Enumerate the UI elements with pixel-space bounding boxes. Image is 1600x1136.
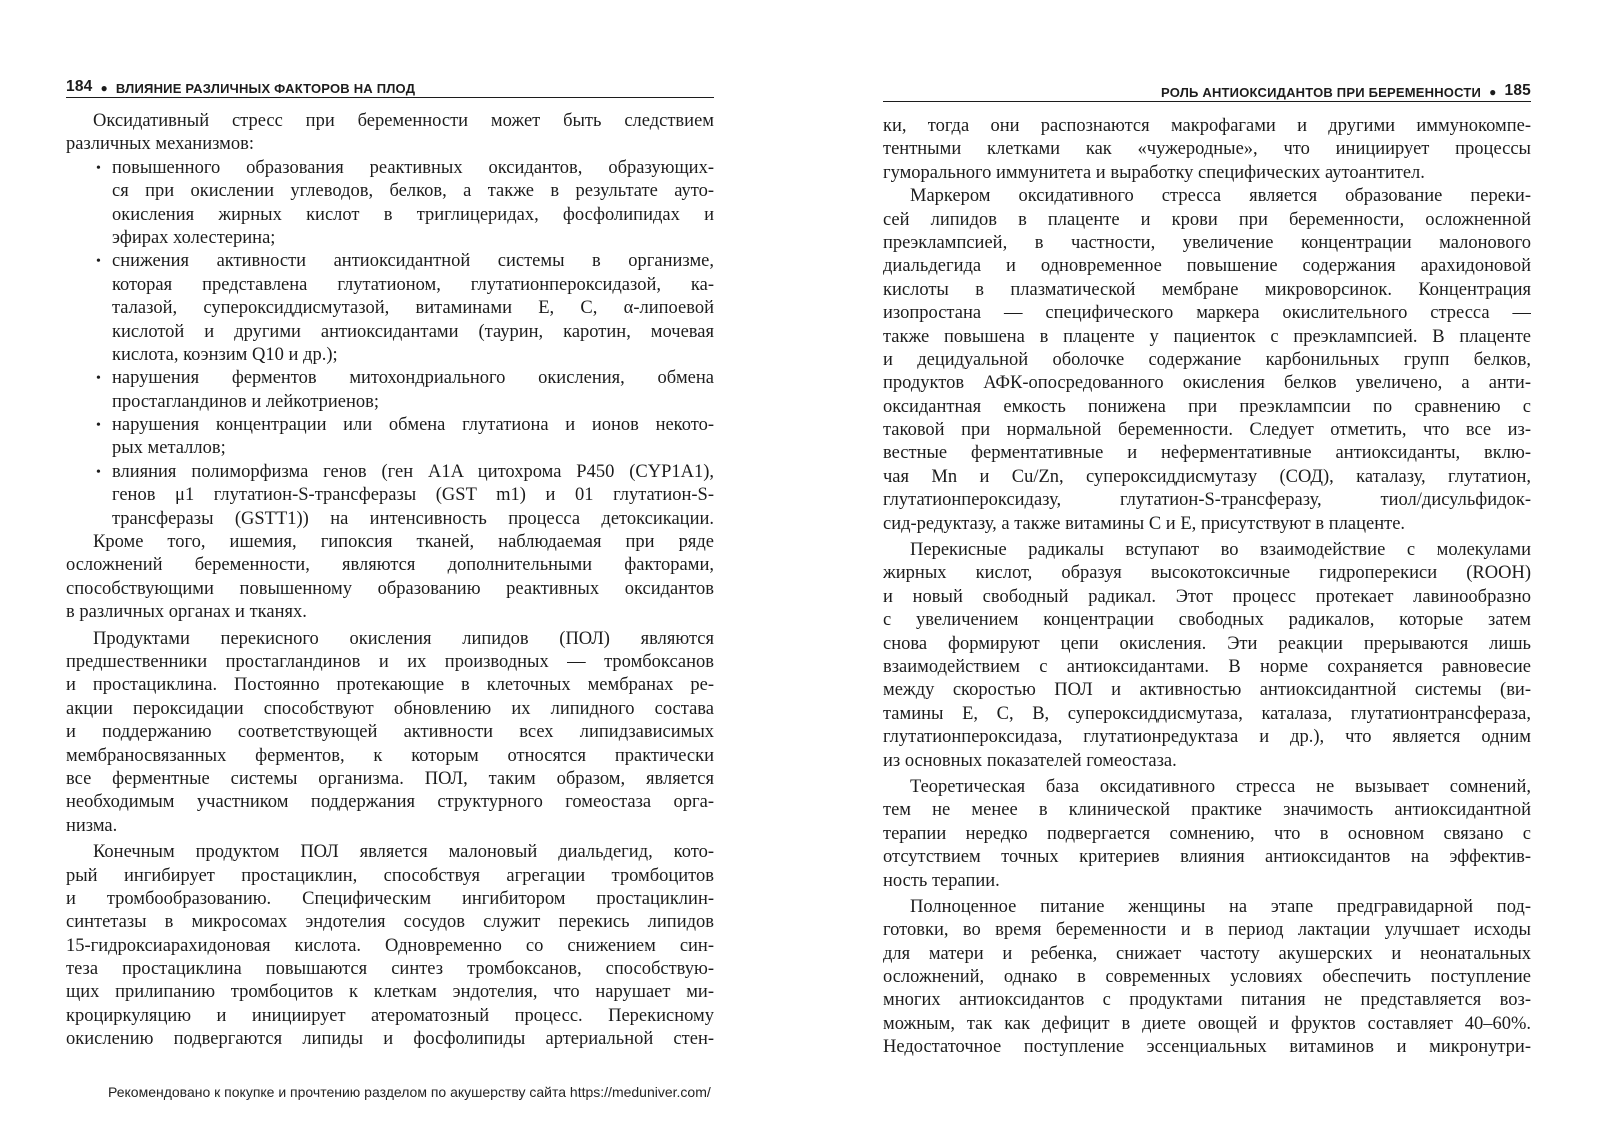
line-text: трансферазы (GSTT1)) на интенсивность процесса детоксикации. — [112, 508, 714, 529]
text-line — [883, 823, 1531, 846]
line-text: снова формируют цепи окисления. Эти реакции прерываются лишь — [883, 633, 1531, 654]
line-text: также повышена в плаценте у пациенток с преэклампсией. В плаценте — [883, 326, 1531, 347]
line-text: окисления жирных кислот в триглицеридах, фосфолипидах и — [112, 204, 714, 225]
line-text: между скоростью ПОЛ и активностью антиоксидантной системы (ви- — [883, 680, 1531, 701]
line-text: Перекисные радикалы вступают во взаимодействие с молекулами — [910, 540, 1531, 561]
line-text: диальдегида и одновременное повышение содержания арахидоновой — [883, 256, 1531, 277]
line-text: в различных органах и тканях. — [66, 602, 307, 623]
line-text: и новый свободный радикал. Этот процесс протекает лавинообразно — [883, 586, 1531, 607]
text-line — [883, 679, 1531, 702]
right-page-body — [883, 115, 1531, 1060]
line-text: изопростана — специфического маркера окислительного стресса — — [883, 303, 1531, 324]
text-line — [66, 391, 714, 414]
list-bullet: • — [96, 254, 101, 270]
line-text: снижения активности антиоксидантной системы в организме, — [112, 251, 714, 272]
text-line — [66, 554, 714, 577]
line-text: окислению подвергаются липиды и фосфолипиды артериальной стен- — [66, 1029, 714, 1050]
text-line — [66, 367, 714, 390]
line-text: вестные ферментативные и неферментативные антиоксиданты, вклю- — [883, 443, 1531, 464]
line-text: нарушения концентрации или обмена глутатиона и ионов некото- — [112, 415, 714, 436]
text-line — [66, 628, 714, 651]
left-header-rule — [66, 97, 714, 98]
line-text: готовки, во время беременности и в период лактации улучшает исходы — [883, 920, 1531, 941]
line-text: кроциркуляцию и инициирует атероматозный процесс. Перекисному — [66, 1005, 714, 1026]
line-text: таковой при нормальной беременности. Следует отметить, что все из- — [883, 420, 1531, 441]
line-text: генов μ1 глутатион-S-трансферазы (GST m1) и 01 глутатион-S- — [112, 485, 714, 506]
line-text: мембраносвязанных ферментов, к которым относятся практически — [66, 745, 714, 766]
line-text: простагландинов и лейкотриенов; — [112, 391, 380, 412]
text-line — [883, 943, 1531, 966]
line-text: продуктов АФК-опосредованного окисления белков увеличено, а анти- — [883, 373, 1531, 394]
line-text: необходимым участником поддержания структурного гомеостаза орга- — [66, 792, 714, 813]
text-line — [883, 279, 1531, 302]
text-line — [66, 1005, 714, 1028]
text-line — [66, 888, 714, 911]
line-text: многих антиоксидантов с продуктами питания не представляется воз- — [883, 990, 1531, 1011]
line-text: жирных кислот, образуя высокотоксичные гидроперекиси (ROOH) — [883, 563, 1531, 584]
text-line — [66, 227, 714, 250]
text-line — [883, 513, 1531, 536]
text-line — [883, 255, 1531, 278]
text-line — [66, 791, 714, 814]
line-text: Оксидативный стресс при беременности может быть следствием — [93, 111, 714, 131]
text-line — [883, 419, 1531, 442]
line-text: повышенного образования реактивных оксидантов, образующих- — [112, 157, 714, 178]
line-text: оксидантная емкость понижена при преэклампсии по сравнению с — [883, 396, 1531, 417]
text-line — [883, 870, 1531, 893]
line-text: талазой, супероксиддисмутазой, витаминами Е, С, α-липоевой — [112, 298, 714, 319]
text-line — [883, 633, 1531, 656]
line-text: тем не менее в клинической практике значимость антиоксидантной — [883, 800, 1531, 821]
line-text: синтетазы в микросомах эндотелия сосудов служит перекись липидов — [66, 912, 714, 933]
text-line — [66, 651, 714, 674]
text-line — [66, 274, 714, 297]
text-line — [66, 344, 714, 367]
text-line — [66, 958, 714, 981]
line-text: влияния полиморфизма генов (ген A1A цитохрома P450 (CYP1A1), — [112, 461, 714, 482]
line-text: акции пероксидации способствуют обновлению их липидного состава — [66, 698, 714, 719]
text-line — [883, 919, 1531, 942]
text-line — [883, 539, 1531, 562]
line-text: рых металлов; — [112, 438, 226, 459]
right-page-number: 185 — [1504, 82, 1531, 99]
text-line — [883, 776, 1531, 799]
line-text: предшественники простагландинов и их производных — тромбоксанов — [66, 651, 714, 672]
text-line — [883, 609, 1531, 632]
line-text: щих прилипанию тромбоцитов к клеткам эндотелия, что нарушает ми- — [66, 982, 714, 1003]
text-line — [883, 562, 1531, 585]
text-line — [883, 1013, 1531, 1036]
line-text: кислоты в плазматической мембране микроворсинок. Концентрация — [883, 279, 1531, 300]
text-line — [883, 138, 1531, 161]
line-text: низма. — [66, 815, 118, 836]
text-line — [66, 911, 714, 934]
text-line — [66, 698, 714, 721]
text-line — [66, 157, 714, 180]
left-page-body — [66, 110, 714, 1052]
line-text: ки, тогда они распознаются макрофагами и другими иммунокомпе- — [883, 116, 1531, 136]
text-line — [66, 180, 714, 203]
text-line — [66, 461, 714, 484]
text-line — [66, 721, 714, 744]
line-text: Кроме того, ишемия, гипоксия тканей, наблюдаемая при ряде — [93, 532, 714, 553]
left-running-title: ВЛИЯНИЕ РАЗЛИЧНЫХ ФАКТОРОВ НА ПЛОД — [115, 81, 416, 96]
line-text: Конечным продуктом ПОЛ является малоновый диальдегид, кото- — [93, 842, 714, 863]
text-line — [883, 750, 1531, 773]
text-line — [883, 1036, 1531, 1059]
text-line — [66, 745, 714, 768]
text-line — [66, 674, 714, 697]
text-line — [66, 508, 714, 531]
line-text: 15-гидроксиарахидоновая кислота. Одновременно со снижением син- — [66, 935, 714, 956]
text-line — [883, 989, 1531, 1012]
text-line — [66, 437, 714, 460]
line-text: Полноценное питание женщины на этапе предгравидарной под- — [910, 896, 1531, 917]
list-bullet: • — [96, 371, 101, 387]
text-line — [883, 302, 1531, 325]
line-text: и децидуальной оболочке содержание карбонильных групп белков, — [883, 349, 1531, 370]
text-line — [883, 372, 1531, 395]
line-text: из основных показателей гомеостаза. — [883, 750, 1177, 771]
line-text: осложнений беременности, являются дополнительными факторами, — [66, 555, 714, 576]
text-line — [883, 586, 1531, 609]
text-line — [883, 232, 1531, 255]
text-line — [883, 726, 1531, 749]
line-text: кислота, коэнзим Q10 и др.); — [112, 344, 338, 365]
text-line — [66, 321, 714, 344]
text-line — [66, 841, 714, 864]
line-text: и простациклина. Постоянно протекающие в клеточных мембранах ре- — [66, 675, 714, 696]
line-text: Маркером оксидативного стресса является образование переки- — [910, 186, 1531, 207]
list-bullet: • — [96, 418, 101, 434]
line-text: с увеличением концентрации свободных радикалов, которые затем — [883, 610, 1531, 631]
header-bullet: ● — [1489, 85, 1497, 99]
text-line — [66, 250, 714, 273]
footer-note: Рекомендовано к покупке и прочтению разделом по акушерству сайта https://meduniver.com/ — [108, 1084, 711, 1100]
right-header-rule — [883, 101, 1531, 102]
right-running-title: РОЛЬ АНТИОКСИДАНТОВ ПРИ БЕРЕМЕННОСТИ — [1161, 85, 1482, 100]
text-line — [66, 110, 714, 133]
line-text: можным, так как дефицит в диете овощей и фруктов составляет 40–60%. — [883, 1013, 1531, 1034]
line-text: глутатионпероксидаза, глутатионредуктаза и др.), что является одним — [883, 727, 1531, 748]
text-line — [883, 966, 1531, 989]
text-line — [883, 115, 1531, 138]
line-text: различных механизмов: — [66, 134, 254, 155]
right-running-header — [883, 78, 1531, 100]
line-text: чая Mn и Cu/Zn, супероксиддисмутазу (СОД), каталазу, глутатион, — [883, 466, 1531, 487]
line-text: тамины Е, С, В, супероксиддисмутаза, каталаза, глутатионтрансфераза, — [883, 703, 1531, 724]
left-page-number: 184 — [66, 78, 93, 95]
text-line — [883, 703, 1531, 726]
text-line — [66, 1028, 714, 1051]
line-text: для матери и ребенка, снижает частоту акушерских и неонатальных — [883, 943, 1531, 964]
text-line — [66, 414, 714, 437]
left-running-header — [66, 74, 714, 96]
text-line — [883, 466, 1531, 489]
line-text: и тромбообразованию. Специфическим ингибитором простациклин- — [66, 888, 714, 909]
line-text: эфирах холестерина; — [112, 227, 276, 248]
text-line — [883, 162, 1531, 185]
text-line — [883, 185, 1531, 208]
text-line — [66, 601, 714, 624]
line-text: Недостаточное поступление эссенциальных витаминов и микронутри- — [883, 1037, 1531, 1058]
text-line — [66, 815, 714, 838]
text-line — [66, 768, 714, 791]
line-text: Теоретическая база оксидативного стресса не вызывает сомнений, — [910, 776, 1531, 797]
text-line — [883, 489, 1531, 512]
text-line — [66, 204, 714, 227]
line-text: тентными клетками как «чужеродные», что инициирует процессы — [883, 139, 1531, 160]
line-text: сей липидов в плаценте и крови при беременности, осложненной — [883, 209, 1531, 230]
line-text: и поддержанию соответствующей активности всех липидзависимых — [66, 722, 714, 743]
list-bullet: • — [96, 160, 101, 176]
line-text: рый ингибирует простациклин, способствуя агрегации тромбоцитов — [66, 865, 714, 886]
line-text: отсутствием точных критериев влияния антиоксидантов на эффектив- — [883, 847, 1531, 868]
text-line — [883, 656, 1531, 679]
line-text: преэклампсией, в частности, увеличение концентрации малонового — [883, 232, 1531, 253]
line-text: взаимодействием с антиоксидантами. В норме сохраняется равновесие — [883, 656, 1531, 677]
line-text: нарушения ферментов митохондриального окисления, обмена — [112, 368, 714, 389]
text-line — [66, 297, 714, 320]
text-line — [883, 846, 1531, 869]
text-line — [66, 531, 714, 554]
line-text: Продуктами перекисного окисления липидов (ПОЛ) являются — [93, 628, 714, 649]
text-line — [883, 349, 1531, 372]
text-line — [66, 484, 714, 507]
line-text: которая представлена глутатионом, глутатионпероксидазой, ка- — [112, 274, 714, 295]
text-line — [883, 442, 1531, 465]
text-line — [883, 326, 1531, 349]
line-text: сид-редуктазу, а также витамины С и Е, присутствуют в плаценте. — [883, 513, 1406, 534]
line-text: кислотой и другими антиоксидантами (таурин, каротин, мочевая — [112, 321, 714, 342]
line-text: теза простациклина повышаются синтез тромбоксанов, способствую- — [66, 959, 714, 980]
line-text: ся при окислении углеводов, белков, а также в результате ауто- — [112, 181, 714, 202]
text-line — [883, 799, 1531, 822]
line-text: способствующими повышенному образованию реактивных оксидантов — [66, 578, 714, 599]
text-line — [66, 133, 714, 156]
text-line — [66, 865, 714, 888]
text-line — [66, 981, 714, 1004]
text-line — [883, 396, 1531, 419]
text-line — [883, 209, 1531, 232]
line-text: все ферментные системы организма. ПОЛ, таким образом, является — [66, 768, 714, 789]
header-bullet: ● — [100, 81, 108, 95]
line-text: терапии нередко подвергается сомнению, что в основном связано с — [883, 823, 1531, 844]
list-bullet: • — [96, 464, 101, 480]
line-text: глутатионпероксидазу, глутатион-S-трансферазу, тиол/дисульфидок- — [883, 490, 1531, 511]
text-line — [883, 896, 1531, 919]
line-text: осложнений, однако в современных условиях обеспечить поступление — [883, 967, 1531, 988]
text-line — [66, 935, 714, 958]
line-text: гуморального иммунитета и выработку специфических аутоантител. — [883, 162, 1425, 183]
text-line — [66, 578, 714, 601]
line-text: ность терапии. — [883, 870, 1000, 891]
